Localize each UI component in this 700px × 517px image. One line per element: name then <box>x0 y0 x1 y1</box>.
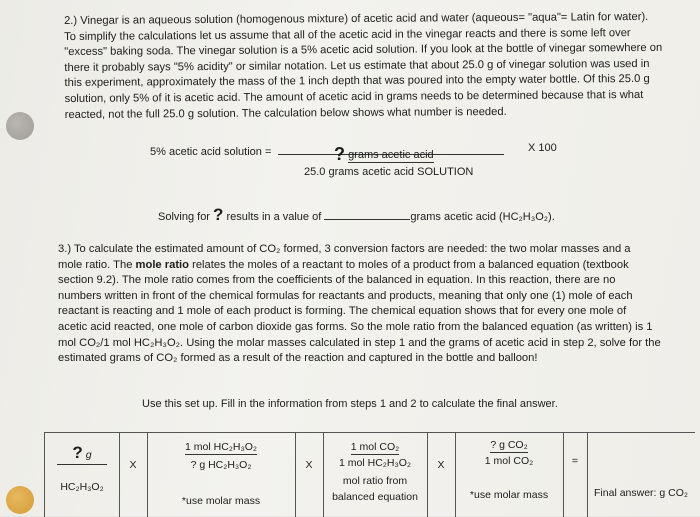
binder-hole-bottom <box>6 486 34 514</box>
fraction-top: 1 mol HC₂H₃O₂ <box>185 441 257 453</box>
fraction-top: 1 mol CO₂ <box>350 441 400 453</box>
fraction-top: ? g CO₂ <box>490 439 528 451</box>
mole-ratio-note: balanced equation <box>332 491 418 503</box>
times-100: X 100 <box>528 142 557 154</box>
section-2-line: To simplify the calculations let us assume that all of the acetic acid in the vinegar reacts and there is some left over <box>64 26 631 43</box>
section-3-line: mol CO₂/1 mol HC₂H₃O₂. Using the molar masses calculated in step 1 and the grams of acetic acid in step 2, solve for the <box>58 336 661 349</box>
cell-molar-mass-acetic-acid[interactable] <box>147 433 296 517</box>
fraction-bottom: 1 mol CO₂ <box>484 455 534 467</box>
equation-label: 5% acetic acid solution = <box>150 146 272 158</box>
binder-hole-top <box>6 112 34 140</box>
section-2-line: "excess" baking soda. The vinegar solution is a 5% acetic acid solution. If you look at the bottle of vinegar somewhere on <box>64 42 663 59</box>
section-3-paragraph <box>58 242 688 367</box>
mole-ratio-note: mol ratio from <box>342 475 408 487</box>
section-3-line: acetic acid reacted, one mole of carbon dioxide gas forms. So the mole ratio from the balanced equation (as written) is 1 <box>58 320 653 333</box>
unknown-mark: ? <box>334 144 345 164</box>
solve-pre: Solving for <box>158 211 210 223</box>
section-2-line: this experiment, approximately the mass of the 1 inch depth that was poured into the empty water bottle. Of this 25.0 g <box>64 73 650 90</box>
x-text: X <box>129 459 137 471</box>
solve-post: grams acetic acid (HC₂H₃O₂). <box>410 211 555 223</box>
x-text: X <box>305 459 313 471</box>
acetic-acid-formula: HC₂H₃O₂ <box>60 481 104 493</box>
section-3-line: reactant is reacting and 1 mole of each product is forming. The chemical equation shows that for every one mole of <box>58 305 627 318</box>
solve-unknown: ? <box>213 205 224 224</box>
section-2-line: solution, only 5% of it is acetic acid. The amount of acetic acid in grams needs to be determined because that is what <box>64 88 644 105</box>
percent-equation <box>150 142 630 182</box>
final-answer-label: Final answer: g CO₂ <box>594 487 688 499</box>
section-3-line <box>58 258 688 274</box>
multiply-sign <box>119 433 148 517</box>
line-text: mole ratio. The <box>58 258 136 271</box>
fraction-bottom: ? g HC₂H₃O₂ <box>190 459 252 471</box>
x-text: X <box>437 459 445 471</box>
molar-mass-note: *use molar mass <box>181 495 261 507</box>
section-2-paragraph <box>64 10 685 123</box>
answer-blank[interactable] <box>324 219 410 220</box>
section-3-line: 3.) To calculate the estimated amount of CO₂ formed, 3 conversion factors are needed: the two molar masses and a <box>58 243 631 255</box>
cell-mole-ratio[interactable] <box>323 433 428 517</box>
multiply-sign <box>427 433 456 517</box>
molar-mass-note: *use molar mass <box>469 489 549 501</box>
fraction-bottom: 1 mol HC₂H₃O₂ <box>339 457 411 469</box>
equation-denominator: 25.0 grams acetic acid SOLUTION <box>304 166 474 178</box>
cell-final-answer[interactable] <box>587 433 695 517</box>
solve-mid: results in a value of <box>226 211 322 223</box>
cell-molar-mass-co2[interactable] <box>455 433 564 517</box>
section-3-line: section 9.2). The mole ratio comes from the coefficients of the balanced in equation. In this reaction, there are no <box>58 274 616 287</box>
section-2-line: reacted, not the full 25.0 g solution. The calculation below shows what number is needed. <box>64 105 507 121</box>
solve-line <box>158 205 555 225</box>
unknown-mark: ? <box>72 443 83 462</box>
mole-ratio-term: mole ratio <box>135 258 189 271</box>
multiply-sign <box>295 433 324 517</box>
line-text: relates the moles of a reactant to moles of a product from a balanced equation (textbook <box>189 258 629 271</box>
grams-blank <box>57 443 107 465</box>
conversion-table <box>44 432 695 517</box>
setup-instruction: Use this set up. Fill in the information from steps 1 and 2 to calculate the final answer. <box>142 398 558 410</box>
equation-numerator <box>334 142 434 163</box>
binder-holes <box>0 0 40 516</box>
section-2-line: there it probably says "5% acidity" or similar notation. Let us estimate that about 25.0 g of vinegar solution was used in <box>64 57 650 74</box>
section-3-line: numbers written in front of the chemical formulas for reactants and products, meaning that only one (1) mole of each <box>58 289 633 302</box>
section-2-line: 2.) Vinegar is an aqueous solution (homogenous mixture) of acetic acid and water (aqueous= "aqua"= Latin for water). <box>64 10 649 27</box>
section-3-line: estimated grams of CO₂ formed as a result of the reaction and captured in the bottle and balloon! <box>58 352 538 365</box>
numerator-text: grams acetic acid <box>348 149 434 161</box>
unit-g: g <box>85 449 92 461</box>
equals-text: = <box>571 455 579 467</box>
cell-grams-acetic-acid[interactable] <box>45 433 120 517</box>
equals-sign <box>563 433 588 517</box>
